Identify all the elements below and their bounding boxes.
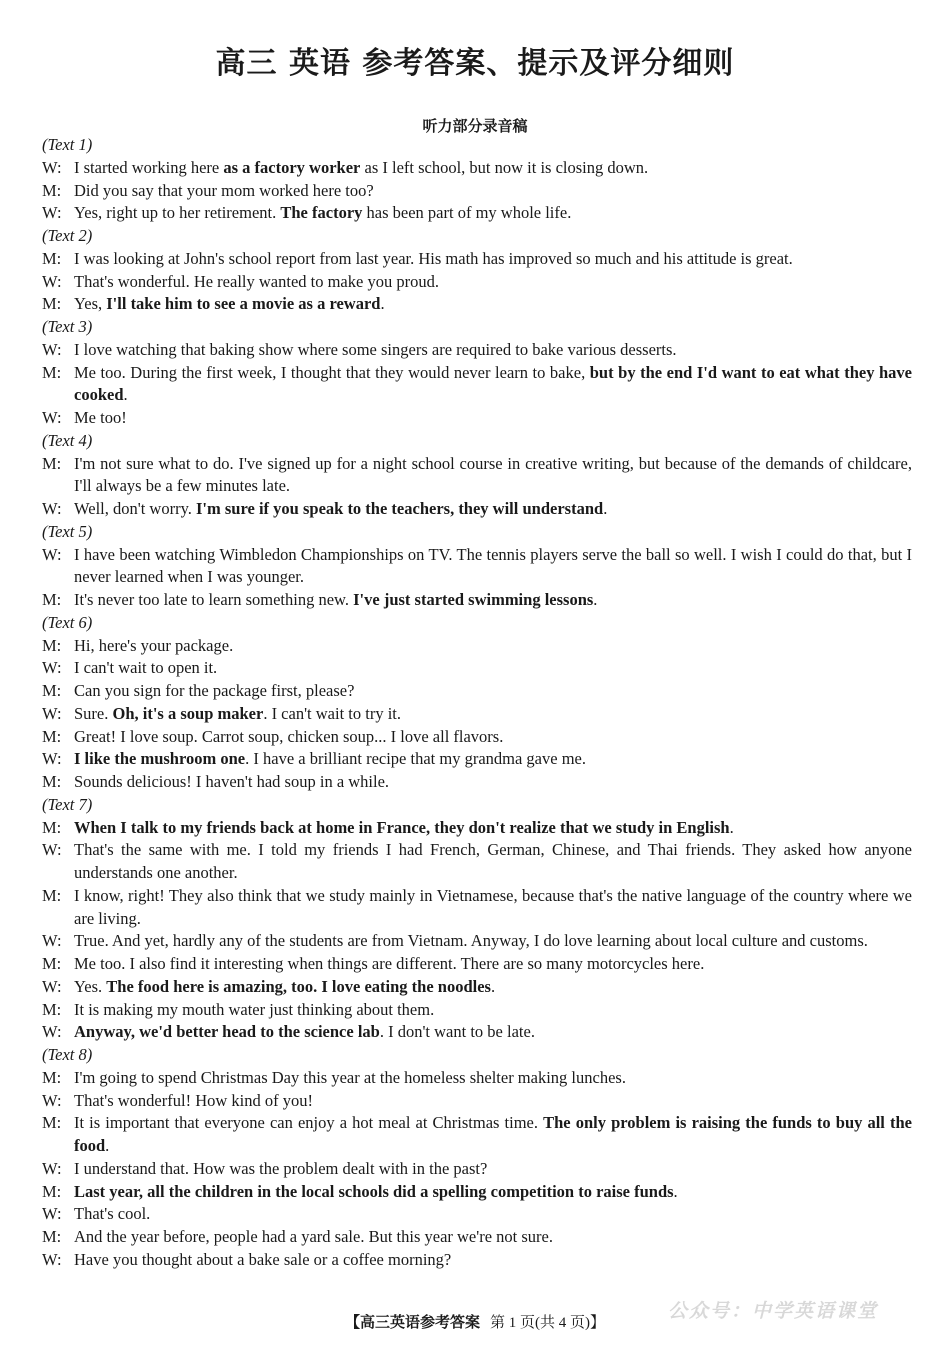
text-label: (Text 8) [42, 1045, 93, 1064]
footer-page-number: 第 1 页(共 4 页)】 [490, 1315, 605, 1331]
dialogue-text: That's wonderful! How kind of you! [74, 1090, 313, 1110]
dialogue-text: . [380, 294, 385, 314]
answer-highlight: but by the end I'd want to eat what they have cooked [74, 362, 912, 405]
dialogue-text: I'm not sure what to do. I've signed up for a night school course in creative writing, but because of the demands of childcare, I'll always be a few minutes late. [74, 453, 912, 496]
answer-highlight: The factory [280, 203, 363, 223]
dialogue-text: And the year before, people had a yard sale. But this year we're not sure. [74, 1227, 553, 1246]
dialogue-line [42, 703, 912, 726]
speaker-label: M: [42, 1067, 62, 1087]
dialogue-text: I have been watching Wimbledon Championships on TV. The tennis players serve the ball so well. I wish I could do that, but I never learned when I was younger. [74, 544, 912, 587]
text-label: (Text 6) [42, 612, 93, 632]
dialogue-text: . [673, 1181, 678, 1201]
dialogue-text: Can you sign for the package first, please? [74, 681, 355, 700]
speaker-label: M: [42, 726, 62, 746]
speaker-label: W: [42, 703, 62, 723]
dialogue-line [42, 1203, 912, 1226]
dialogue-text: Sure. [74, 703, 113, 723]
speaker-label: W: [42, 157, 62, 177]
speaker-label: M: [42, 1227, 62, 1246]
speaker-label: M: [42, 681, 62, 700]
dialogue-text: Did you say that your mom worked here too? [74, 180, 374, 200]
dialogue-line [42, 1181, 912, 1204]
speaker-label: M: [42, 635, 62, 655]
dialogue-text: Sounds delicious! I haven't had soup in a while. [74, 772, 390, 791]
dialogue-text: Me too! [74, 408, 127, 427]
dialogue-line [42, 726, 912, 749]
speaker-label: M: [42, 362, 62, 382]
dialogue-text: That's wonderful. He really wanted to make you proud. [74, 271, 439, 291]
text-label: (Text 3) [42, 317, 93, 336]
answer-highlight: Last year, all the children in the local schools did a spelling competition to raise funds [74, 1181, 674, 1201]
dialogue-line [42, 248, 912, 271]
dialogue-text: has been part of my whole life. [362, 203, 572, 223]
dialogue-text: . [593, 590, 598, 609]
dialogue-text: Yes. [74, 976, 107, 996]
page-title: 高三 英语 参考答案、提示及评分细则 [215, 46, 735, 81]
dialogue-line [42, 999, 912, 1022]
speaker-label: W: [42, 1158, 62, 1178]
dialogue-line [42, 635, 912, 658]
dialogue-text: I love watching that baking show where some singers are required to bake various desserts. [74, 339, 677, 359]
dialogue-text: . I don't want to be late. [379, 1022, 535, 1042]
dialogue-line [42, 271, 912, 294]
dialogue-line [42, 589, 912, 612]
dialogue-text: . [729, 817, 734, 837]
speaker-label: W: [42, 1204, 62, 1224]
dialogue-line [42, 157, 912, 180]
dialogue-line [42, 339, 912, 362]
dialogue-text: Yes, right up to her retirement. [74, 203, 281, 223]
dialogue-text: . [490, 976, 496, 996]
speaker-label: M: [42, 590, 62, 609]
speaker-label: M: [42, 999, 62, 1019]
dialogue-text: It is making my mouth water just thinking about them. [74, 999, 435, 1019]
speaker-label: M: [42, 1113, 62, 1133]
dialogue-text: I can't wait to open it. [74, 658, 218, 678]
dialogue-text: . I have a brilliant recipe that my grandma gave me. [245, 749, 586, 769]
dialogue-line [42, 544, 912, 590]
dialogue-text: That's cool. [74, 1204, 151, 1224]
dialogue-line [42, 1249, 912, 1272]
dialogue-text: True. And yet, hardly any of the students are from Vietnam. Anyway, I do love learning about local culture and customs. [74, 931, 868, 951]
text-label: (Text 5) [42, 521, 93, 541]
dialogue-text: . [105, 1136, 110, 1155]
dialogue-line [42, 202, 912, 225]
speaker-label: W: [42, 408, 62, 427]
dialogue-line [42, 1090, 912, 1113]
transcript-body [42, 134, 912, 1272]
dialogue-line [42, 1021, 912, 1044]
dialogue-line [42, 1226, 912, 1249]
text-label: (Text 4) [42, 430, 93, 450]
dialogue-text: Well, don't worry. [74, 499, 197, 518]
dialogue-text: . I can't wait to try it. [263, 703, 402, 723]
watermark: 公众号：中学英语课堂 [668, 1300, 879, 1322]
dialogue-text: I was looking at John's school report from last year. His math has improved so much and his attitude is great. [74, 248, 793, 268]
speaker-label: M: [42, 817, 62, 837]
dialogue-text: I'm going to spend Christmas Day this year at the homeless shelter making lunches. [74, 1067, 626, 1087]
answer-highlight: When I talk to my friends back at home in France, they don't realize that we study in English [74, 817, 730, 837]
dialogue-line [42, 657, 912, 680]
speaker-label: W: [42, 499, 62, 518]
dialogue-line [42, 362, 912, 408]
speaker-label: W: [42, 931, 62, 951]
speaker-label: M: [42, 885, 62, 905]
answer-highlight: Oh, it's a soup maker [112, 703, 264, 723]
speaker-label: W: [42, 271, 62, 291]
section-title: 听力部分录音稿 [422, 117, 528, 135]
text-label: (Text 1) [42, 135, 93, 154]
speaker-label: W: [42, 658, 62, 678]
dialogue-text: Yes, [74, 294, 107, 314]
text-label: (Text 2) [42, 226, 93, 245]
dialogue-line [42, 407, 912, 430]
answer-highlight: I've just started swimming lessons [353, 590, 594, 609]
dialogue-line [42, 1158, 912, 1181]
speaker-label: M: [42, 294, 62, 314]
dialogue-line [42, 953, 912, 976]
speaker-label: W: [42, 749, 62, 769]
dialogue-line [42, 839, 912, 885]
speaker-label: W: [42, 840, 62, 860]
speaker-label: W: [42, 976, 62, 996]
dialogue-line [42, 453, 912, 499]
dialogue-line [42, 1112, 912, 1158]
dialogue-line [42, 930, 912, 953]
answer-highlight: I like the mushroom one [74, 749, 246, 769]
speaker-label: M: [42, 453, 62, 473]
dialogue-line [42, 748, 912, 771]
dialogue-text: Great! I love soup. Carrot soup, chicken soup... I love all flavors. [74, 726, 504, 746]
answer-highlight: Anyway, we'd better head to the science lab [74, 1022, 380, 1042]
speaker-label: W: [42, 544, 62, 564]
speaker-label: W: [42, 339, 62, 359]
dialogue-text: It is important that everyone can enjoy a hot meal at Christmas time. [74, 1113, 544, 1133]
dialogue-line [42, 180, 912, 203]
answer-highlight: I'm sure if you speak to the teachers, they will understand [196, 499, 604, 518]
dialogue-text: I started working here [74, 157, 224, 177]
dialogue-line [42, 498, 912, 521]
dialogue-line [42, 771, 912, 794]
dialogue-line [42, 680, 912, 703]
answer-highlight: The only problem is raising the funds to buy all the food [74, 1113, 912, 1155]
dialogue-text: It's never too late to learn something new. [74, 590, 354, 609]
dialogue-text: I know, right! They also think that we study mainly in Vietnamese, because that's the native language of the country where we are living. [74, 885, 912, 928]
answer-highlight: as a factory worker [223, 157, 361, 177]
speaker-label: M: [42, 772, 62, 791]
dialogue-text: as I left school, but now it is closing down. [360, 157, 649, 177]
speaker-label: W: [42, 1090, 62, 1110]
speaker-label: W: [42, 203, 62, 223]
speaker-label: M: [42, 954, 62, 973]
answer-highlight: I'll take him to see a movie as a reward [106, 294, 381, 314]
dialogue-text: Hi, here's your package. [74, 635, 234, 655]
speaker-label: W: [42, 1022, 62, 1042]
dialogue-line [42, 885, 912, 931]
speaker-label: M: [42, 180, 62, 200]
dialogue-line [42, 293, 912, 316]
answer-highlight: The food here is amazing, too. I love eating the noodles [106, 976, 491, 996]
dialogue-text: Me too. I also find it interesting when things are different. There are so many motorcycles here. [74, 954, 705, 973]
speaker-label: M: [42, 1181, 62, 1201]
dialogue-text: Me too. During the first week, I thought that they would never learn to bake, [74, 362, 590, 382]
dialogue-text: Have you thought about a bake sale or a coffee morning? [74, 1249, 452, 1269]
dialogue-text: . [603, 499, 608, 518]
dialogue-text: I understand that. How was the problem dealt with in the past? [74, 1158, 488, 1178]
dialogue-text: That's the same with me. I told my friends I had French, German, Chinese, and Thai friends. They asked how anyone understands one another. [74, 840, 912, 882]
speaker-label: M: [42, 248, 62, 268]
dialogue-line [42, 976, 912, 999]
speaker-label: W: [42, 1249, 62, 1269]
text-label: (Text 7) [42, 794, 93, 814]
dialogue-line [42, 1067, 912, 1090]
dialogue-line [42, 817, 912, 840]
dialogue-text: . [123, 385, 128, 405]
footer-title: 【高三英语参考答案 [344, 1313, 480, 1331]
